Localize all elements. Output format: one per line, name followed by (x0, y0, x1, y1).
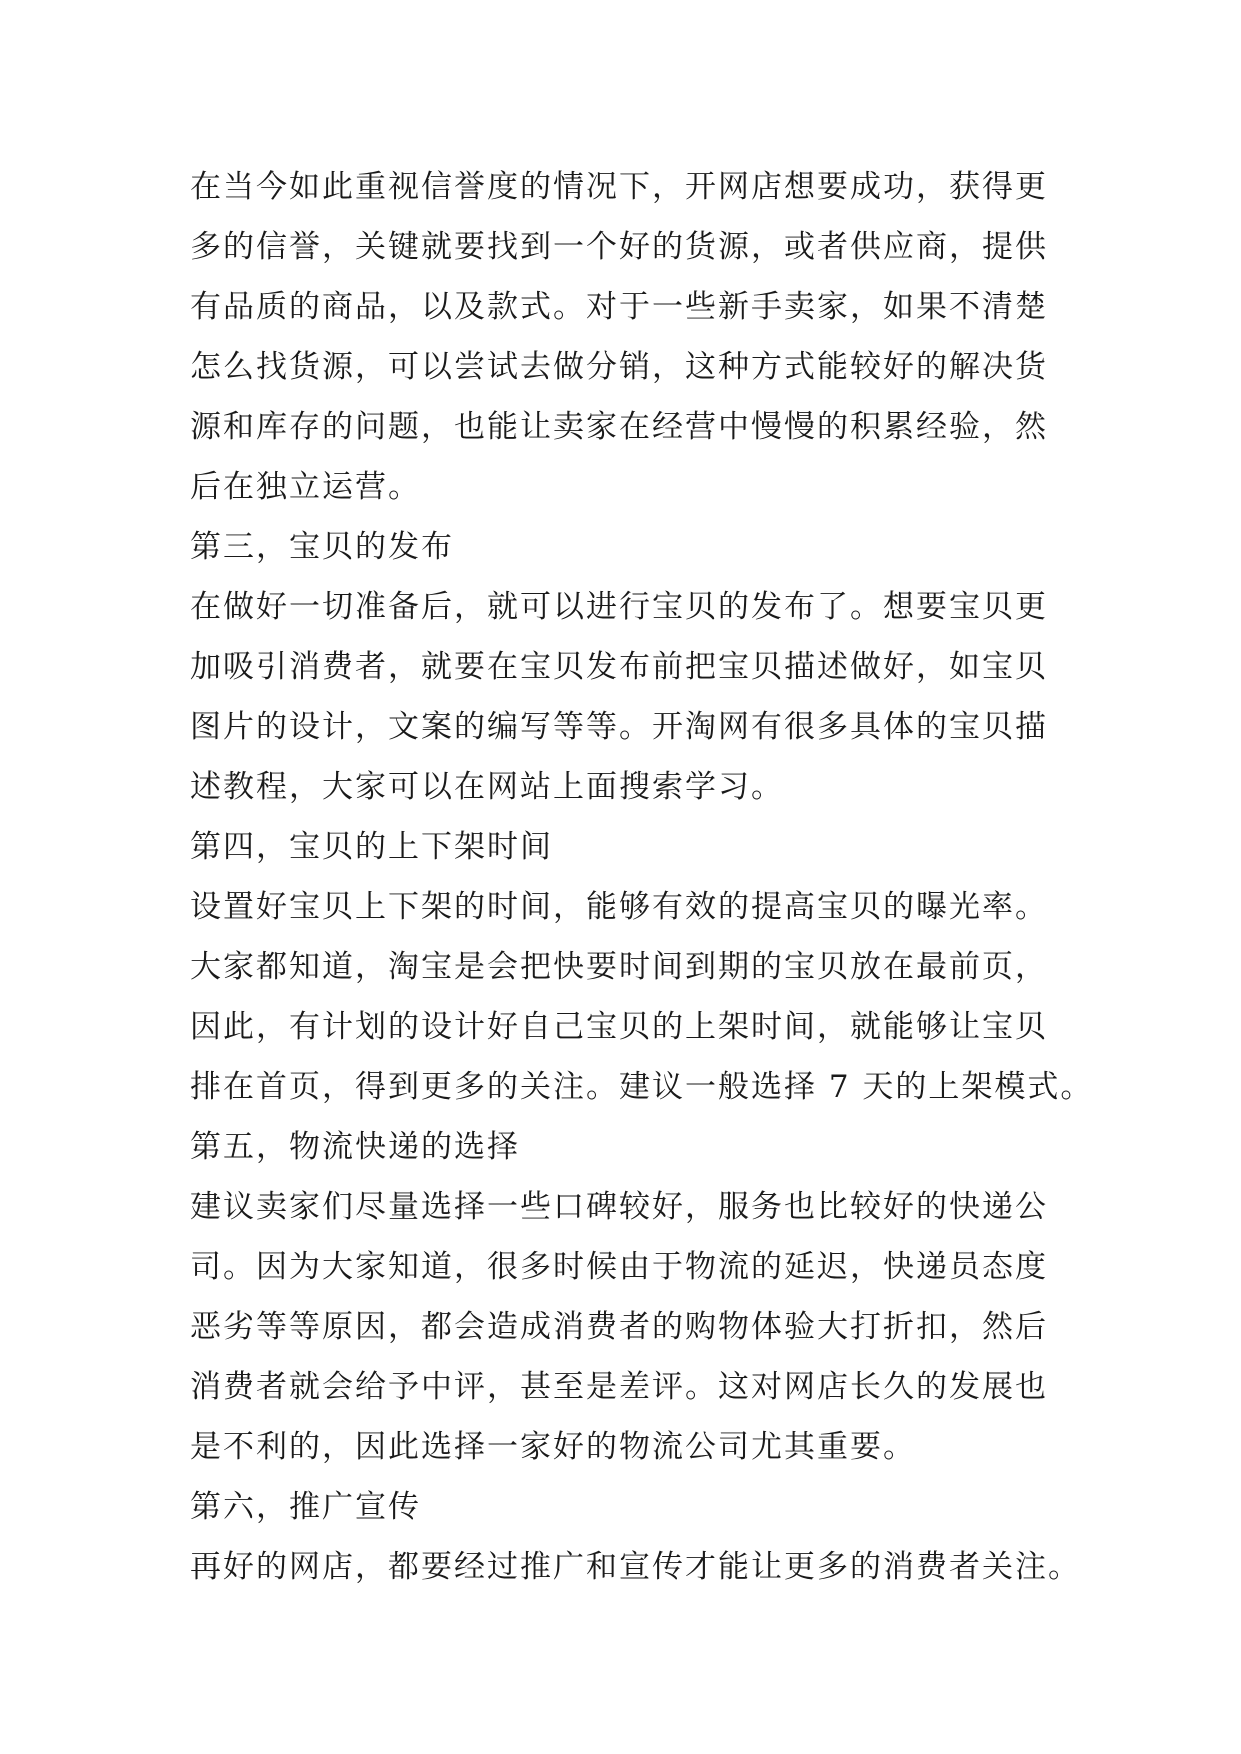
paragraph-line: 消费者就会给予中评，甚至是差评。这对网店长久的发展也 (190, 1369, 1048, 1405)
paragraph-line: 排在首页，得到更多的关注。建议一般选择 7 天的上架模式。 (190, 1069, 1094, 1105)
section-heading: 第五，物流快递的选择 (190, 1129, 520, 1165)
paragraph-line: 恶劣等等原因，都会造成消费者的购物体验大打折扣，然后 (190, 1309, 1048, 1345)
paragraph-line: 司。因为大家知道，很多时候由于物流的延迟，快递员态度 (190, 1249, 1048, 1285)
paragraph-line: 加吸引消费者，就要在宝贝发布前把宝贝描述做好，如宝贝 (190, 649, 1048, 685)
paragraph-line: 述教程，大家可以在网站上面搜索学习。 (190, 769, 784, 805)
paragraph-line: 图片的设计，文案的编写等等。开淘网有很多具体的宝贝描 (190, 709, 1048, 745)
paragraph-line: 源和库存的问题，也能让卖家在经营中慢慢的积累经验，然 (190, 409, 1048, 445)
paragraph-line: 建议卖家们尽量选择一些口碑较好，服务也比较好的快递公 (190, 1189, 1048, 1225)
paragraph-line: 有品质的商品，以及款式。对于一些新手卖家，如果不清楚 (190, 289, 1048, 325)
body-text (190, 157, 1094, 1597)
section-heading: 第四，宝贝的上下架时间 (190, 829, 553, 865)
paragraph-line: 在做好一切准备后，就可以进行宝贝的发布了。想要宝贝更 (190, 589, 1048, 625)
section-heading: 第六，推广宣传 (190, 1489, 421, 1525)
paragraph-line: 大家都知道，淘宝是会把快要时间到期的宝贝放在最前页， (190, 949, 1048, 985)
paragraph-line: 设置好宝贝上下架的时间，能够有效的提高宝贝的曝光率。 (190, 889, 1048, 925)
paragraph-line: 是不利的，因此选择一家好的物流公司尤其重要。 (190, 1429, 916, 1465)
paragraph-line: 怎么找货源，可以尝试去做分销，这种方式能较好的解决货 (190, 349, 1048, 385)
section-heading: 第三，宝贝的发布 (190, 529, 454, 565)
paragraph-line: 在当今如此重视信誉度的情况下，开网店想要成功，获得更 (190, 169, 1048, 205)
paragraph-line: 后在独立运营。 (190, 469, 421, 505)
paragraph-line: 因此，有计划的设计好自己宝贝的上架时间，就能够让宝贝 (190, 1009, 1048, 1045)
paragraph-line: 多的信誉，关键就要找到一个好的货源，或者供应商，提供 (190, 229, 1048, 265)
paragraph-line: 再好的网店，都要经过推广和宣传才能让更多的消费者关注。 (190, 1549, 1081, 1585)
